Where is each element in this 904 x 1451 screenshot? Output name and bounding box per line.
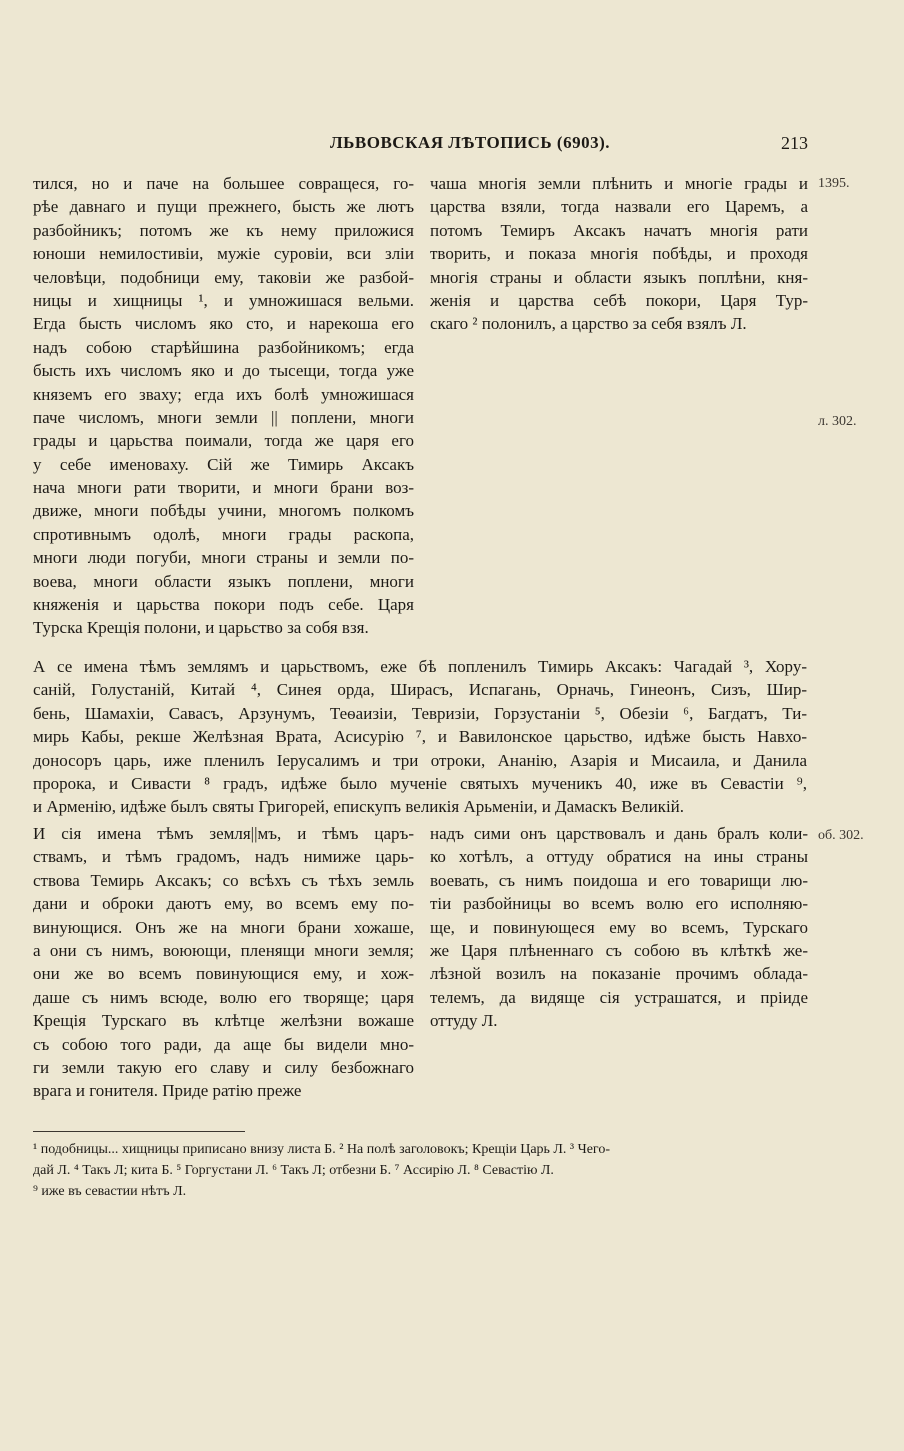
footnotes — [33, 1139, 813, 1202]
running-header — [30, 133, 810, 163]
text-line: саній, Голустаній, Китай ⁴, Синея орда, Ширасъ, Испагань, Орначь, Гинеонъ, Сизъ, Шир- — [33, 680, 807, 700]
text-line: пророка, и Сивасти ⁸ градъ, идѣже было мученіе святыхъ мученикъ 40, иже въ Севастіи ⁹, — [33, 773, 807, 793]
text-line: княземъ его зваху; егда ихъ болѣ умножишася — [33, 384, 414, 404]
column-right-block2 — [430, 822, 808, 1033]
margin-leaf-302-verso: об. 302. — [818, 828, 864, 843]
text-line: чаша многія земли плѣнить и многіе грады и — [430, 174, 808, 193]
text-line: оттуду Л. — [430, 1011, 498, 1031]
margin-leaf-302: л. 302. — [818, 414, 857, 429]
text-line: надъ сими онъ царствовалъ и дань бралъ коли- — [430, 824, 808, 843]
text-line: тіи разбойницы во всемъ волю его исполняю- — [430, 894, 808, 914]
text-line: мирь Кабы, рекше Желѣзная Врата, Асисурію ⁷, и Вавилонское царьство, идѣже бысть Навхо- — [33, 727, 807, 747]
footnote-line: ¹ подобницы... хищницы приписано внизу листа Б. ² На полѣ заголовокъ; Крещіи Царь Л. ³ Чего- — [33, 1142, 610, 1157]
column-left-block2 — [33, 822, 414, 1103]
text-line: ко хотѣлъ, а оттуду обратися на ины страны — [430, 847, 808, 867]
text-line: спротивнымъ одолѣ, многи грады раскопа, — [33, 524, 414, 544]
text-line: паче числомъ, многи земли || поплени, многи — [33, 407, 414, 427]
text-line: потомъ Темиръ Аксакъ начатъ многія рати — [430, 220, 808, 240]
column-left-block1 — [33, 172, 414, 640]
text-line: разбойникъ; потомъ же къ нему приложися — [33, 220, 414, 240]
text-line: ствова Темирь Аксакъ; со всѣхъ съ тѣхъ земль — [33, 870, 414, 890]
text-line: же Царя плѣненнаго съ собою въ клѣткѣ же- — [430, 940, 808, 960]
text-line: княженія и царьства покори подъ себе. Царя — [33, 595, 414, 615]
text-line: нача многи рати творити, и многи брани воз- — [33, 478, 414, 498]
chronicle-title: ЛЬВОВСКАЯ ЛѢТОПИСЬ (6903). — [330, 133, 610, 152]
text-line: винующися. Онъ же на многи брани хожаше, — [33, 917, 414, 937]
text-line: тился, но и паче на большее совращеся, го- — [33, 174, 414, 193]
text-line: царства взяли, тогда назвали его Царемъ, а — [430, 197, 808, 217]
text-line: И сія имена тѣмъ земля||мъ, и тѣмъ царъ- — [33, 824, 414, 843]
text-line: многи люди погуби, многи страны и земли по- — [33, 548, 414, 568]
text-line: многія страны и области языкъ поплѣни, кня- — [430, 267, 808, 287]
text-line: воевать, съ нимъ поидоша и его товарищи лю- — [430, 870, 808, 890]
text-line: они же во всемъ повинующися ему, и хож- — [33, 964, 414, 984]
footnote-rule — [33, 1131, 245, 1132]
text-line: ницы и хищницы ¹, и умножишася вельми. — [33, 290, 414, 310]
text-line: телемъ, да видяще сія устрашатся, и пріиде — [430, 987, 808, 1007]
footnote-line: дай Л. ⁴ Такъ Л; кита Б. ⁵ Горгустани Л. ⁶ Такъ Л; отбезни Б. ⁷ Ассирію Л. ⁸ Севастію Л. — [33, 1163, 554, 1178]
text-line: грады и царьства поимали, тогда же царя его — [33, 431, 414, 451]
text-line: у себе именоваху. Сій же Тимирь Аксакъ — [33, 454, 414, 474]
text-line: ще, и повинующеся ему во всемъ, Турскаго — [430, 917, 808, 937]
text-line: ствамъ, и тѣмъ градомъ, надъ нимиже царь- — [33, 847, 414, 867]
text-line: бень, Шамахіи, Савасъ, Арзунумъ, Теѳаизіи, Тевризіи, Горзустаніи ⁵, Обезіи ⁶, Багдатъ, Ти- — [33, 703, 807, 723]
text-line: воева, многи области языкъ поплени, многи — [33, 571, 414, 591]
text-line: юноши немилостивіи, мужіе суровіи, вси зліи — [33, 244, 414, 264]
text-line: доносоръ царь, иже пленилъ Іерусалимъ и три отроки, Ананію, Азарія и Мисаила, и Данила — [33, 750, 807, 770]
full-width-paragraph — [33, 655, 807, 819]
text-line: Турска Крещія полони, и царьство за собя взя. — [33, 618, 369, 638]
text-line: врага и гонителя. Приде ратію преже — [33, 1081, 302, 1101]
text-line: скаго ² полонилъ, а царство за себя взялъ Л. — [430, 314, 747, 334]
text-line: творить, и показа многія побѣды, и проходя — [430, 244, 808, 264]
text-line: бысть ихъ числомъ яко и до тысещи, тогда уже — [33, 361, 414, 381]
text-line: лѣзной возилъ на показаніе прочимъ облада- — [430, 964, 808, 984]
text-line: надъ собою старѣйшина разбойникомъ; егда — [33, 337, 414, 357]
footnote-line: ⁹ иже въ севастии нѣтъ Л. — [33, 1184, 187, 1199]
text-line: ги земли такую его славу и силу безбожнаго — [33, 1057, 414, 1077]
text-line: даше съ нимъ всюде, волю его творяще; царя — [33, 987, 414, 1007]
text-line: и Арменію, идѣже былъ святы Григорей, епискупъ великія Арьменіи, и Дамаскъ Великій. — [33, 797, 685, 817]
text-line: женія и царства себѣ покори, Царя Тур- — [430, 290, 808, 310]
text-line: человѣци, подобници ему, таковіи же разбой- — [33, 267, 414, 287]
text-line: Егда бысть числомъ яко сто, и нарекоша его — [33, 314, 414, 334]
text-line: движе, многи побѣды учини, многомъ полкомъ — [33, 501, 414, 521]
margin-year: 1395. — [818, 176, 850, 191]
text-line: Крещія Турскаго въ клѣтце желѣзни вожаше — [33, 1011, 414, 1031]
text-line: дани и оброки даютъ ему, во всемъ ему по- — [33, 894, 414, 914]
page-number: 213 — [781, 133, 808, 153]
text-line: А се имена тѣмъ землямъ и царьствомъ, еже бѣ попленилъ Тимирь Аксакъ: Чагадай ³, Хору- — [33, 657, 807, 676]
column-right-block1 — [430, 172, 808, 336]
text-line: рѣе давнаго и пущи прежнего, бысть же лютъ — [33, 197, 414, 217]
text-line: а они съ нимъ, воюющи, пленящи многи земля; — [33, 940, 414, 960]
text-line: съ собою того ради, да аще бы видели мно- — [33, 1034, 414, 1054]
